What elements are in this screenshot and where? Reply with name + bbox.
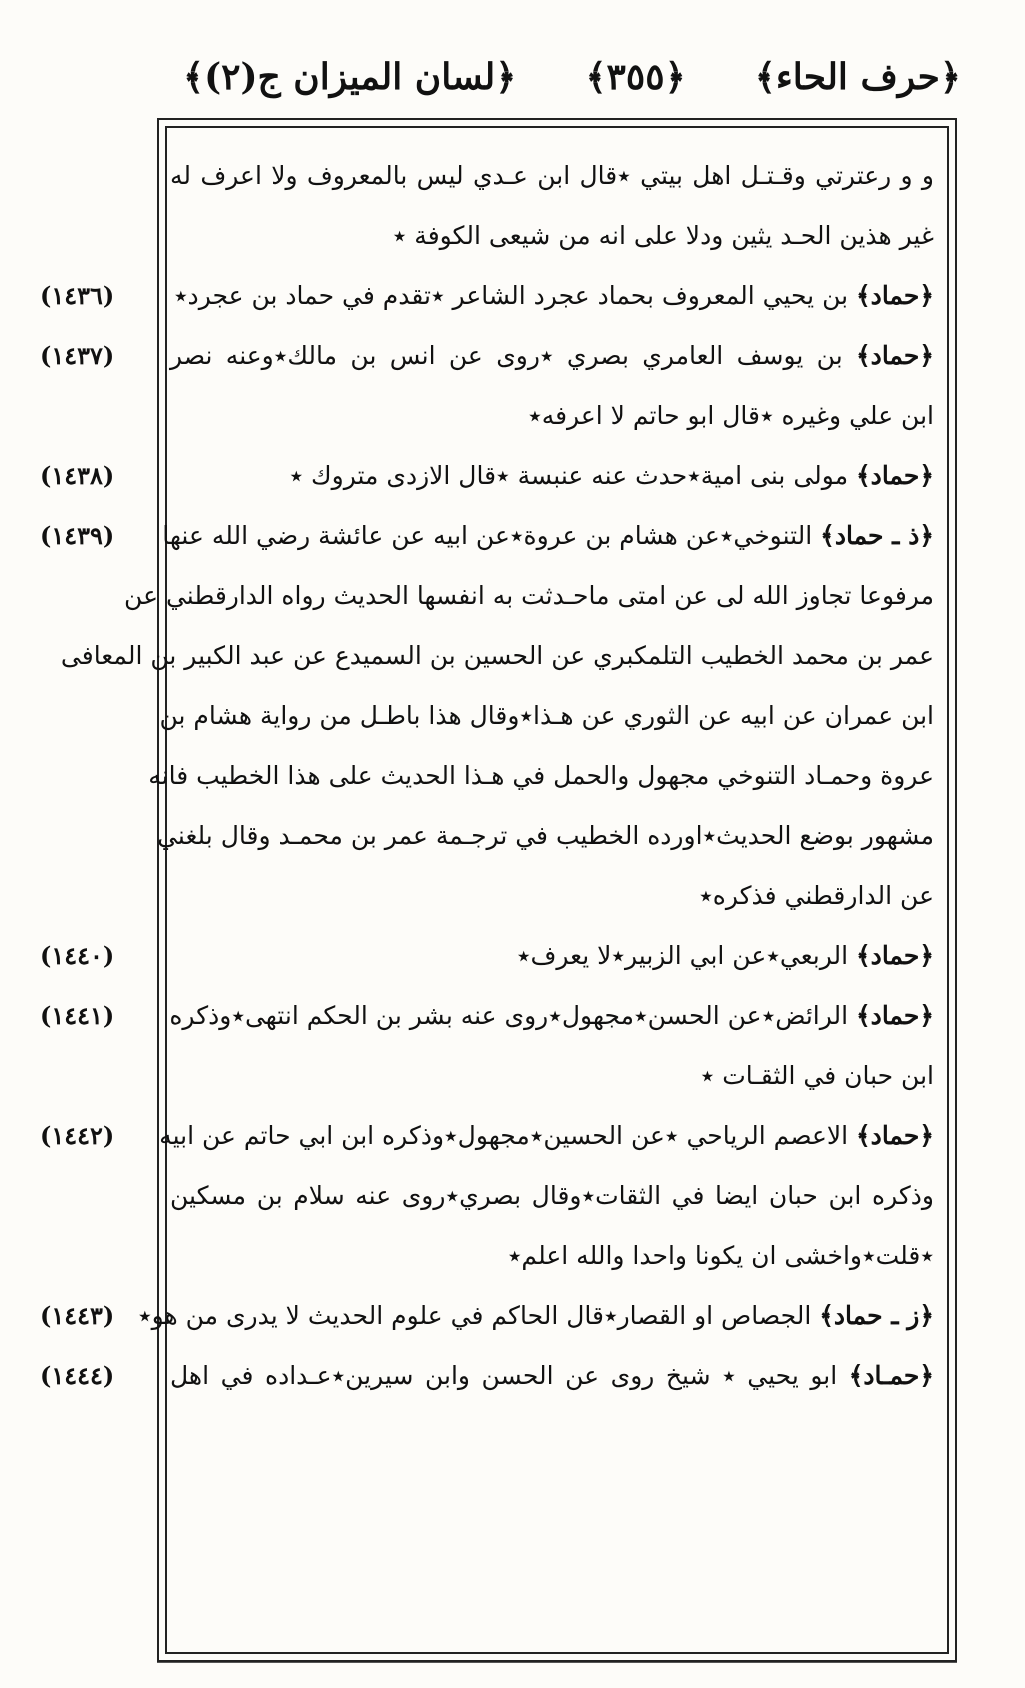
text-line xyxy=(170,146,938,206)
line-text: عمر بن محمد الخطيب التلمكبري عن الحسين بن السميدع عن عبد الكبير بن المعافى xyxy=(60,641,934,670)
line-text: مولى بنى امية٭حدث عنه عنبسة ٭قال الازدى متروك ٭ xyxy=(289,461,857,490)
line-text: بن يوسف العامري بصري ٭روى عن انس بن مالك٭وعنه نصر xyxy=(170,341,857,370)
text-line xyxy=(137,1286,938,1346)
entry-name-label: ﴿حماد﴾ xyxy=(856,941,934,970)
page-header xyxy=(183,52,961,102)
text-line xyxy=(170,206,938,266)
text-line xyxy=(170,446,938,506)
line-text: عن الدارقطني فذكره٭ xyxy=(699,881,934,910)
text-line xyxy=(170,1046,938,1106)
line-text: الربعي٭عن ابي الزبير٭لا يعرف٭ xyxy=(516,941,857,970)
line-text: مشهور بوضع الحديث٭اورده الخطيب في ترجـمة عمر بن محمـد وقال بلغني xyxy=(157,821,934,850)
text-line xyxy=(170,386,938,446)
book-title: ﴿لسان الميزان ج(٢)﴾ xyxy=(183,56,517,98)
line-text: ابو يحيي ٭ شيخ روى عن الحسن وابن سيرين٭عـداده في اهل xyxy=(170,1361,849,1390)
text-line xyxy=(148,746,938,806)
entry-number: (١٤٣٦) xyxy=(40,281,115,310)
line-text: بن يحيي المعروف بحماد عجرد الشاعر ٭تقدم في حماد بن عجرد٭ xyxy=(173,281,857,310)
entry-number: (١٤٤٠) xyxy=(40,941,115,970)
text-line xyxy=(170,266,938,326)
entry-name-label: ﴿حماد﴾ xyxy=(856,281,934,310)
text-line xyxy=(124,566,938,626)
text-line xyxy=(170,1166,938,1226)
entry-number: (١٤٤٣) xyxy=(40,1301,115,1330)
section-heading: ﴿حرف الحاء﴾ xyxy=(754,56,961,98)
line-text: عروة وحمـاد التنوخي مجهول والحمل في هـذا الحديث على هذا الخطيب فانه xyxy=(148,761,934,790)
bottom-rule xyxy=(157,1662,957,1663)
line-text: مرفوعا تجاوز الله لى عن امتى ماحـدثت به انفسها الحديث رواه الدارقطني عن xyxy=(124,581,934,610)
line-text: الرائض٭عن الحسن٭مجهول٭روى عنه بشر بن الحكم انتهى٭وذكره xyxy=(169,1001,857,1030)
line-text: ٭قلت٭واخشى ان يكونا واحدا والله اعلم٭ xyxy=(507,1241,934,1270)
entry-name-label: ﴿حمـاد﴾ xyxy=(848,1361,934,1390)
entry-number: (١٤٤١) xyxy=(40,1001,115,1030)
line-text: غير هذين الحـد يثين ودلا على انه من شيعى الكوفة ٭ xyxy=(392,221,934,250)
text-line xyxy=(170,866,938,926)
text-line xyxy=(60,626,938,686)
entry-name-label: ﴿حماد﴾ xyxy=(856,1001,934,1030)
text-line xyxy=(162,506,938,566)
entry-number: (١٤٣٨) xyxy=(40,461,115,490)
entry-number: (١٤٣٧) xyxy=(40,341,115,370)
text-line xyxy=(170,986,938,1046)
text-line xyxy=(159,1106,938,1166)
entry-name-label: ﴿ذ ـ حماد﴾ xyxy=(820,521,934,550)
line-text: ابن عمران عن ابيه عن الثوري عن هـذا٭وقال هذا باطـل من رواية هشام بن xyxy=(159,701,934,730)
text-line xyxy=(159,686,938,746)
entry-name-label: ﴿حماد﴾ xyxy=(856,461,934,490)
line-text: التنوخي٭عن هشام بن عروة٭عن ابيه عن عائشة رضي الله عنها xyxy=(162,521,821,550)
line-text: الاعصم الرياحي ٭عن الحسين٭مجهول٭وذكره ابن ابي حاتم عن ابيه xyxy=(159,1121,857,1150)
line-text: ابن علي وغيره ٭قال ابو حاتم لا اعرفه٭ xyxy=(528,401,934,430)
line-text: ابن حبان في الثقـات ٭ xyxy=(700,1061,934,1090)
text-line xyxy=(170,326,938,386)
entry-name-label: ﴿ز ـ حماد﴾ xyxy=(819,1301,934,1330)
text-line xyxy=(170,1346,938,1406)
entry-number: (١٤٤٤) xyxy=(40,1361,115,1390)
line-text: و و رعترتي وقـتـل اهل بيتي ٭قال ابن عـدي ليس بالمعروف ولا اعرف له xyxy=(170,161,934,190)
line-text: الجصاص او القصار٭قال الحاكم في علوم الحديث لا يدرى من هو٭ xyxy=(137,1301,820,1330)
text-line xyxy=(157,806,938,866)
page-number: ﴿٣٥٥﴾ xyxy=(585,56,686,98)
entry-number: (١٤٣٩) xyxy=(40,521,115,550)
entry-number: (١٤٤٢) xyxy=(40,1121,115,1150)
text-line xyxy=(170,926,938,986)
text-line xyxy=(170,1226,938,1286)
entry-name-label: ﴿حماد﴾ xyxy=(856,341,934,370)
line-text: وذكره ابن حبان ايضا في الثقات٭وقال بصري٭روى عنه سلام بن مسكين xyxy=(170,1181,934,1210)
entry-name-label: ﴿حماد﴾ xyxy=(856,1121,934,1150)
